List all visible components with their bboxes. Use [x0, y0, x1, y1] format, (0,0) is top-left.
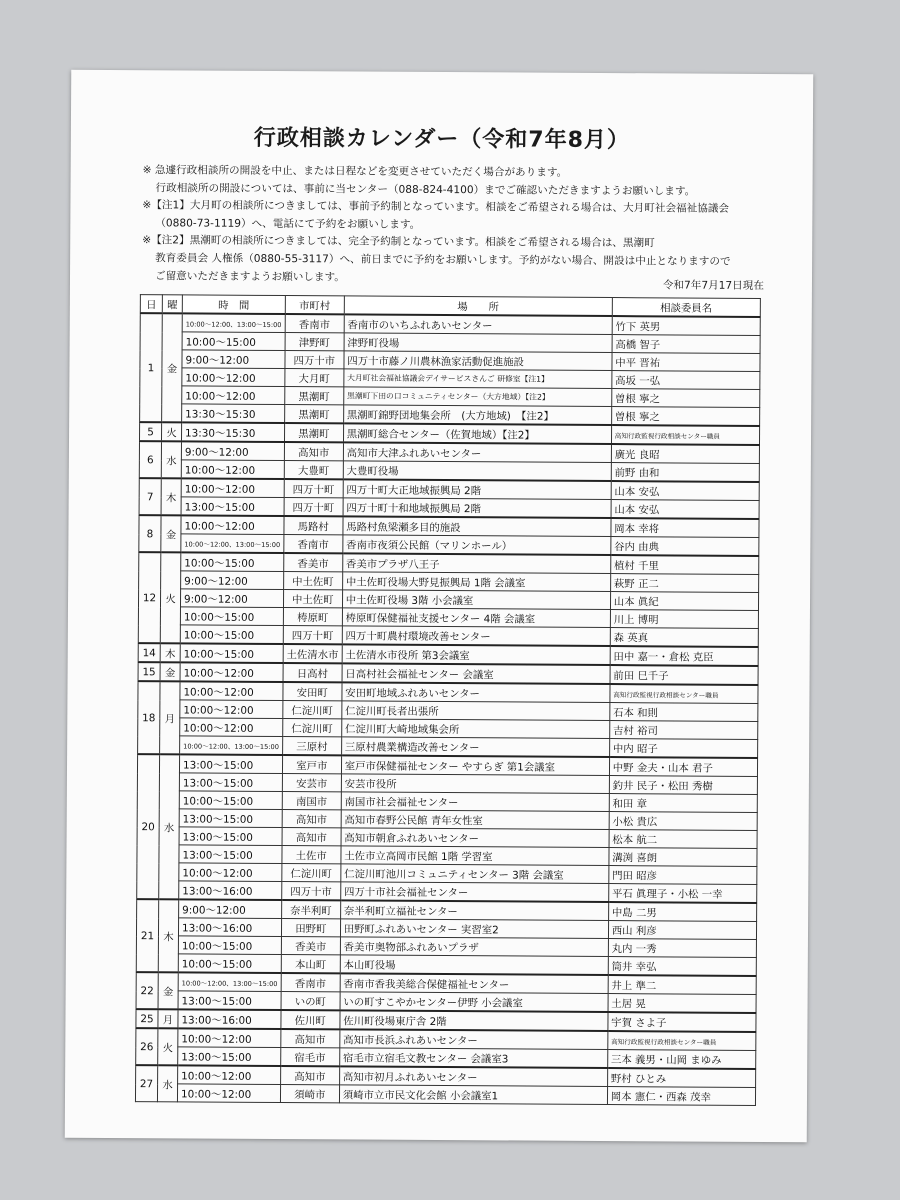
time-cell: 9:00～12:00 [182, 350, 285, 369]
city-cell: 香南市 [284, 535, 343, 554]
counselor-cell: 山本 安弘 [611, 500, 759, 519]
place-cell: 香美市プラザ八王子 [342, 553, 610, 573]
place-cell: 須崎市立市民文化会館 小会議室1 [339, 1085, 607, 1105]
counselor-cell: 筒井 幸弘 [608, 957, 756, 976]
counselor-cell: 中平 晋祐 [612, 353, 760, 372]
place-cell: 高知市春野公民館 青年女性室 [341, 810, 609, 830]
time-cell: 13:00～16:00 [178, 1009, 281, 1029]
city-cell: 宿毛市 [280, 1048, 339, 1067]
city-cell: 香南市 [285, 314, 344, 333]
place-cell: 仁淀川町長者出張所 [342, 701, 610, 721]
place-cell: 高知市大津ふれあいセンター [343, 442, 611, 462]
time-cell: 13:00～16:00 [178, 918, 281, 937]
weekday-cell: 木 [158, 899, 178, 972]
time-cell: 10:00～12:00 [181, 460, 284, 479]
counselor-cell: 門田 昭彦 [609, 866, 757, 885]
counselor-cell: 中内 昭子 [609, 739, 757, 758]
note-line: ご留意いただきますようお願いします。 [154, 269, 345, 283]
counselor-cell: 曽根 寧之 [611, 389, 759, 408]
counselor-cell: 萩野 正二 [610, 574, 758, 593]
city-cell: 四万十市 [285, 351, 344, 369]
place-cell: 梼原町保健福祉支援センター 4階 会議室 [342, 608, 610, 628]
counselor-cell: 前野 由和 [611, 463, 759, 482]
place-cell: 黒潮町総合センター（佐賀地域）【注2】 [343, 423, 611, 444]
header-time: 時 間 [182, 295, 285, 314]
time-cell: 9:00～12:00 [180, 589, 283, 608]
city-cell: 土佐清水市 [283, 644, 342, 663]
city-cell: 馬路村 [284, 516, 343, 535]
day-cell: 20 [137, 754, 160, 899]
time-cell: 13:00～15:00 [178, 991, 281, 1010]
schedule-table [135, 294, 761, 1106]
weekday-cell: 金 [162, 313, 183, 422]
time-cell: 10:00～15:00 [180, 607, 283, 626]
city-cell: 四万十町 [284, 498, 343, 517]
city-cell: 本山町 [281, 955, 340, 974]
time-cell: 10:00～15:00 [179, 791, 282, 810]
weekday-cell: 水 [161, 441, 181, 478]
counselor-cell: 竹下 英男 [612, 316, 760, 335]
time-cell: 10:00～12:00 [178, 1065, 281, 1084]
city-cell: 高知市 [284, 442, 343, 461]
header-counselor: 相談委員名 [612, 298, 760, 317]
counselor-cell: 吉村 裕司 [609, 721, 757, 740]
place-cell: 田野町ふれあいセンター 実習室2 [340, 919, 608, 939]
place-cell: 室戸市保健福祉センター やすらぎ 第1会議室 [341, 755, 609, 775]
city-cell: 香南市 [281, 973, 340, 992]
city-cell: 四万十町 [283, 626, 342, 645]
header-weekday: 曜 [162, 295, 182, 314]
time-cell: 13:00～15:00 [179, 827, 282, 846]
counselor-cell: 高橋 智子 [612, 335, 760, 354]
place-cell: 大豊町役場 [343, 461, 611, 481]
place-cell: 香南市のいちふれあいセンター [344, 314, 612, 334]
city-cell: 香美市 [284, 553, 343, 572]
weekday-cell: 火 [160, 552, 181, 643]
counselor-cell: 岡本 幸将 [611, 518, 759, 537]
place-cell: 三原村農業構造改善センター [341, 737, 609, 757]
weekday-cell: 火 [158, 1028, 178, 1065]
header-day: 日 [140, 295, 162, 314]
time-cell: 10:00～12:00、13:00～15:00 [178, 972, 281, 991]
place-cell: 本山町役場 [340, 955, 608, 975]
place-cell: 奈半利町立福祉センター [340, 900, 608, 920]
counselor-cell: 釣井 民子・松田 秀樹 [609, 776, 757, 795]
day-cell: 14 [138, 643, 160, 662]
counselor-cell: 山本 眞紀 [610, 592, 758, 611]
counselor-cell: 石本 和則 [610, 703, 758, 722]
note-line: ※【注2】黒潮町の相談所につきましては、完全予約制となっています。相談をご希望される場合は、黒潮町 [142, 234, 655, 250]
counselor-cell: 岡本 憲仁・西森 茂幸 [607, 1087, 755, 1106]
place-cell: 津野町役場 [344, 333, 612, 353]
counselor-cell: 森 英真 [610, 628, 758, 647]
note-line: 教育委員会 人権係（0880-55-3117）へ、前日までに予約をお願いします。予約がない場合、開設は中止となりますので [155, 252, 731, 268]
place-cell: 南国市社会福祉センター [341, 792, 609, 812]
time-cell: 10:00～12:00、13:00～15:00 [181, 534, 284, 553]
place-cell: 日高村社会福祉センター 会議室 [342, 663, 610, 684]
counselor-cell: 高坂 一弘 [612, 371, 760, 390]
city-cell: 高知市 [282, 828, 341, 846]
time-cell: 13:00～15:00 [178, 1047, 281, 1066]
counselor-cell: 前田 巳千子 [610, 665, 758, 685]
city-cell: 中土佐町 [283, 590, 342, 608]
time-cell: 13:00～15:00 [179, 809, 282, 828]
counselor-cell: 谷内 由典 [611, 537, 759, 556]
time-cell: 13:30～15:30 [182, 422, 285, 442]
city-cell: 室戸市 [282, 755, 341, 774]
day-cell: 12 [138, 552, 161, 643]
time-cell: 13:00～15:00 [179, 754, 282, 773]
day-cell: 21 [136, 899, 158, 972]
counselor-cell: 土居 晃 [608, 994, 756, 1013]
city-cell: 黒潮町 [284, 405, 343, 424]
note-line: ※【注1】大月町の相談所につきましては、事前予約制となっています。相談をご希望される場合は、大月町社会福祉協議会 [142, 199, 730, 215]
city-cell: 南国市 [282, 792, 341, 810]
note-line: ※ 急遽行政相談所の開設を中止、または日程などを変更させていただく場合があります。 [142, 164, 568, 179]
document-title: 行政相談カレンダー（令和7年8月） [253, 125, 631, 154]
counselor-cell: 川上 博明 [610, 610, 758, 629]
as-of-date: 令和7年7月17日現在 [662, 279, 764, 292]
counselor-cell: 西山 利彦 [608, 921, 756, 940]
place-cell: 高知市朝倉ふれあいセンター [341, 828, 609, 848]
city-cell: 土佐市 [282, 846, 341, 864]
place-cell: 仁淀川町池川コミュニティセンター 3階 会議室 [341, 864, 609, 884]
place-cell: 香美市奥物部ふれあいプラザ [340, 937, 608, 957]
counselor-cell: 松本 航二 [609, 830, 757, 849]
counselor-cell: 高知行政監視行政相談センター職員 [608, 1031, 756, 1050]
city-cell: 須崎市 [280, 1085, 339, 1103]
place-cell: 黒潮町錦野団地集会所 (大方地域) 【注2】 [343, 405, 611, 425]
city-cell: 梼原町 [283, 608, 342, 626]
place-cell: 中土佐町役場大野見振興局 1階 会議室 [342, 572, 610, 592]
day-cell: 18 [138, 681, 160, 754]
city-cell: 高知市 [280, 1066, 339, 1085]
city-cell: 四万十市 [281, 882, 340, 901]
time-cell: 10:00～15:00 [182, 332, 285, 351]
counselor-cell: 廣光 良昭 [611, 444, 759, 463]
time-cell: 10:00～12:00、13:00～15:00 [182, 313, 285, 332]
place-cell: 宿毛市立宿毛文教センター 会議室3 [339, 1048, 607, 1068]
header-city: 市町村 [285, 296, 344, 315]
city-cell: いの町 [281, 992, 340, 1011]
place-cell: 馬路村魚梁瀬多目的施設 [343, 516, 611, 536]
place-cell: 四万十市藤ノ川農林漁家活動促進施設 [344, 351, 612, 371]
day-cell: 5 [140, 422, 162, 441]
weekday-cell: 水 [157, 1065, 177, 1102]
place-cell: 佐川町役場東庁舎 2階 [340, 1010, 608, 1031]
place-cell: 中土佐町役場 3階 小会議室 [342, 590, 610, 610]
city-cell: 安田町 [283, 682, 342, 701]
city-cell: 大豊町 [284, 461, 343, 480]
time-cell: 9:00～12:00 [181, 441, 284, 460]
place-cell: 香南市香我美総合保健福祉センター [340, 973, 608, 993]
place-cell: いの町すこやかセンター伊野 小会議室 [340, 992, 608, 1012]
document-page [65, 70, 814, 1143]
weekday-cell: 金 [158, 972, 178, 1009]
counselor-cell: 山本 安弘 [611, 481, 759, 500]
city-cell: 奈半利町 [281, 900, 340, 919]
city-cell: 高知市 [282, 810, 341, 828]
counselor-cell: 溝渕 喜朗 [609, 848, 757, 867]
day-cell: 27 [135, 1065, 157, 1102]
weekday-cell: 火 [162, 422, 182, 441]
city-cell: 津野町 [285, 333, 344, 351]
city-cell: 仁淀川町 [283, 701, 342, 719]
time-cell: 10:00～12:00 [182, 386, 285, 405]
city-cell: 佐川町 [281, 1010, 340, 1029]
time-cell: 10:00～15:00 [181, 552, 284, 571]
time-cell: 9:00～12:00 [181, 571, 284, 590]
time-cell: 10:00～12:00 [182, 368, 285, 387]
city-cell: 田野町 [281, 919, 340, 937]
city-cell: 四万十町 [284, 479, 343, 498]
counselor-cell: 三本 義男・山岡 まゆみ [607, 1050, 755, 1069]
time-cell: 10:00～15:00 [178, 954, 281, 973]
city-cell: 香美市 [281, 937, 340, 955]
weekday-cell: 月 [158, 1009, 178, 1028]
place-cell: 土佐清水市役所 第3会議室 [342, 644, 610, 665]
time-cell: 10:00～12:00 [181, 478, 284, 497]
place-cell: 安芸市役所 [341, 774, 609, 794]
counselor-cell: 宇賀 さよ子 [608, 1012, 756, 1032]
city-cell: 仁淀川町 [282, 719, 341, 737]
time-cell: 10:00～12:00 [178, 1028, 281, 1047]
day-cell: 6 [139, 441, 161, 478]
time-cell: 10:00～12:00 [181, 515, 284, 534]
place-cell: 四万十町農村環境改善センター [342, 626, 610, 646]
time-cell: 13:00～15:00 [181, 497, 284, 516]
day-cell: 8 [139, 515, 161, 552]
time-cell: 13:00～16:00 [179, 881, 282, 900]
counselor-cell: 野村 ひとみ [607, 1068, 755, 1087]
counselor-cell: 高知行政監視行政相談センター職員 [610, 684, 758, 703]
note-line: 行政相談所の開設については、事前に当センター（088-824-4100）までご確認いただきますようお願いします。 [155, 181, 696, 198]
day-cell: 26 [136, 1028, 158, 1065]
counselor-cell: 曽根 寧之 [611, 407, 759, 426]
counselor-cell: 植村 千里 [610, 555, 758, 574]
time-cell: 10:00～12:00 [180, 681, 283, 700]
place-cell: 大月町社会福祉協議会デイサービスさんご 研修室【注1】 [344, 369, 612, 389]
time-cell: 10:00～15:00 [178, 936, 281, 955]
counselor-cell: 小松 貴広 [609, 812, 757, 831]
time-cell: 10:00～12:00 [179, 863, 282, 882]
counselor-cell: 井上 準二 [608, 975, 756, 994]
table-row [135, 1084, 755, 1106]
weekday-cell: 月 [160, 681, 180, 754]
day-cell: 22 [136, 972, 158, 1009]
time-cell: 9:00～12:00 [179, 899, 282, 918]
counselor-cell: 中野 金夫・山本 君子 [609, 757, 757, 776]
weekday-cell: 金 [161, 515, 181, 552]
city-cell: 仁淀川町 [282, 864, 341, 882]
city-cell: 三原村 [282, 737, 341, 756]
time-cell: 10:00～12:00 [180, 700, 283, 719]
place-cell: 高知市長浜ふれあいセンター [340, 1029, 608, 1049]
city-cell: 大月町 [285, 369, 344, 387]
counselor-cell: 平石 眞理子・小松 一幸 [608, 884, 756, 903]
time-cell: 10:00～12:00 [180, 718, 283, 737]
time-cell: 10:00～15:00 [180, 625, 283, 644]
time-cell: 10:00～12:00 [180, 662, 283, 682]
place-cell: 黒潮町下田の口コミュニティセンター（大方地域）【注2】 [343, 387, 611, 407]
time-cell: 10:00～15:00 [180, 643, 283, 663]
note-line: （0880-73-1119）へ、電話にて予約をお願いします。 [155, 217, 421, 231]
counselor-cell: 丸内 一秀 [608, 939, 756, 958]
place-cell: 四万十町十和地域振興局 2階 [343, 498, 611, 518]
city-cell: 中土佐町 [283, 572, 342, 590]
counselor-cell: 和田 章 [609, 794, 757, 813]
time-cell: 13:00～15:00 [179, 845, 282, 864]
city-cell: 日高村 [283, 663, 342, 682]
weekday-cell: 木 [161, 478, 181, 515]
notes-section [142, 162, 783, 289]
weekday-cell: 木 [160, 643, 180, 662]
weekday-cell: 水 [159, 754, 180, 899]
place-cell: 四万十市社会福祉センター [340, 882, 608, 902]
table-body [135, 313, 760, 1105]
counselor-cell: 中島 二男 [608, 902, 756, 921]
place-cell: 香南市夜須公民館（マリンホール） [343, 535, 611, 555]
time-cell: 10:00～12:00 [177, 1084, 280, 1103]
place-cell: 仁淀川町大崎地域集会所 [341, 719, 609, 739]
weekday-cell: 金 [160, 662, 180, 681]
time-cell: 13:00～15:00 [179, 773, 282, 792]
time-cell: 10:00～12:00、13:00～15:00 [180, 736, 283, 755]
place-cell: 安田町地域ふれあいセンター [342, 682, 610, 702]
day-cell: 25 [136, 1009, 158, 1028]
city-cell: 黒潮町 [285, 387, 344, 405]
city-cell: 高知市 [281, 1029, 340, 1048]
city-cell: 黒潮町 [284, 423, 343, 442]
header-place: 場 所 [344, 296, 612, 316]
counselor-cell: 田中 嘉一・倉松 克臣 [610, 646, 758, 666]
counselor-cell: 高知行政監視行政相談センター職員 [611, 425, 759, 445]
day-cell: 15 [138, 662, 160, 681]
place-cell: 四万十町大正地域振興局 2階 [343, 479, 611, 499]
day-cell: 7 [139, 478, 161, 515]
city-cell: 安芸市 [282, 774, 341, 792]
place-cell: 高知市初月ふれあいセンター [339, 1066, 607, 1086]
time-cell: 13:30～15:30 [182, 404, 285, 423]
place-cell: 土佐市立高岡市民館 1階 学習室 [341, 846, 609, 866]
day-cell: 1 [140, 313, 163, 422]
